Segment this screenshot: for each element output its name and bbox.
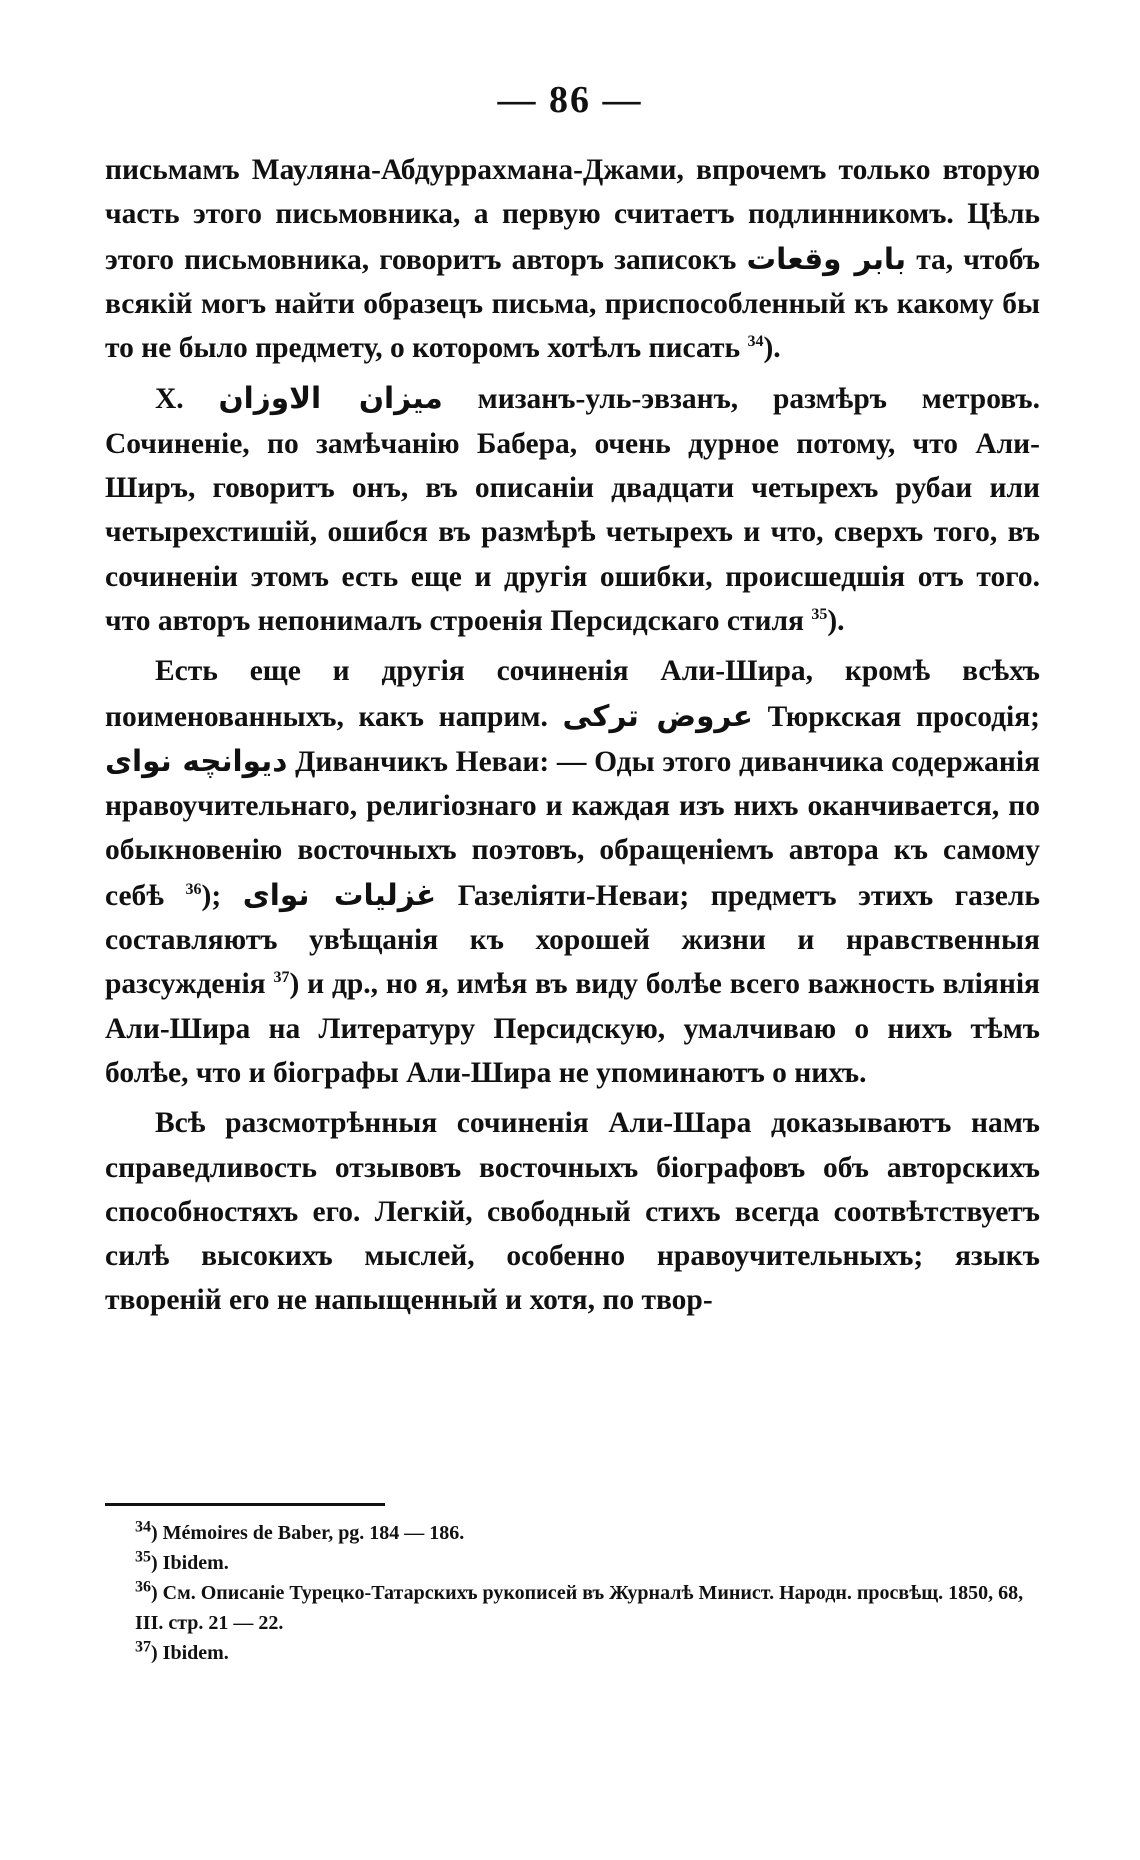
paragraph-4 — [105, 1101, 1040, 1322]
footnote — [135, 1518, 1040, 1548]
footnote-ref: 35 — [811, 606, 828, 624]
arabic-phrase: ديوانچه نواى — [105, 743, 288, 778]
footnote-text: ) Mémoires de Baber, pg. 184 — 186. — [151, 1522, 465, 1544]
paragraph-1 — [105, 148, 1040, 370]
footnote-number: 35 — [135, 1548, 151, 1566]
paragraph-3-text-1: Есть еще и другія сочиненія Али-Шира, кромѣ всѣхъ поименованныхъ, какъ наприм. — [105, 655, 1040, 733]
footnote-number: 36 — [135, 1578, 151, 1596]
paragraph-2 — [105, 376, 1040, 643]
arabic-phrase: ميزان الاوزان — [218, 381, 443, 416]
arabic-phrase: بابر وقعات — [746, 241, 907, 276]
footnote-number: 34 — [135, 1518, 151, 1536]
footnote-text: ) Ibidem. — [151, 1642, 229, 1664]
paragraph-3-text-5: Газеліяти-Неваи; предметъ этихъ газель составляютъ увѣщанія къ хорошей жизни и нравственныя разсужденія — [105, 879, 1040, 1001]
footnote-ref: 37 — [273, 969, 290, 987]
footnote-rule — [105, 1503, 385, 1506]
arabic-phrase: عروض تركى — [562, 698, 753, 733]
footnote — [135, 1548, 1040, 1578]
paragraph-1-text: письмамъ Мауляна-Абдуррахмана-Джами, впрочемъ только вторую часть этого письмовника, а первую считаетъ подлинникомъ. Цѣль этого письмовника, говоритъ авторъ записокъ — [105, 154, 1040, 276]
footnotes — [135, 1518, 1040, 1668]
paragraph-3-text-6: ) и др., но я, имѣя въ виду болѣе всего важность вліянія Али-Шира на Литературу Персидскую, умалчиваю о нихъ тѣмъ болѣе, что и біографы Али-Шира не упоминаютъ о нихъ. — [105, 968, 1040, 1089]
paragraph-3-text-4: ); — [201, 879, 222, 912]
paragraph-3 — [105, 649, 1040, 1095]
paragraph-3-text-2: Тюркская просодія; — [767, 700, 1041, 733]
paragraph-2-end: ). — [827, 604, 845, 637]
body-text — [105, 148, 1040, 1323]
page-number: — 86 — — [497, 79, 643, 121]
paragraph-1-end: ). — [763, 332, 781, 365]
paragraph-4-text: Всѣ разсмотрѣнныя сочиненія Али-Шара доказываютъ намъ справедливость отзывовъ восточныхъ біографовъ объ авторскихъ способностяхъ его. Легкій, свободный стихъ всегда соотвѣтствуетъ силѣ высокихъ мыслей, особенно нравоучительныхъ; языкъ творенiй его не напыщенный и хотя, по твор- — [105, 1107, 1040, 1317]
section-numeral: X. — [155, 383, 184, 416]
footnote-ref: 36 — [185, 880, 202, 898]
footnote — [135, 1638, 1040, 1668]
paragraph-1-text-cont: та, чтобъ всякій могъ найти образецъ письма, приспособленный къ какому бы то не было предмету, о которомъ хотѣлъ писать — [105, 243, 1040, 365]
footnote-ref: 34 — [747, 333, 764, 351]
footnote — [135, 1578, 1040, 1638]
footnote-text: ) Ibidem. — [151, 1552, 229, 1574]
paragraph-3-text-3: Диванчикъ Неваи: — Оды этого диванчика содержанія нравоучительнаго, религіознаго и каждая изъ нихъ оканчивается, по обыкновенію восточныхъ поэтовъ, обращеніемъ автора къ самому себѣ — [105, 745, 1041, 912]
arabic-phrase: غزليات نواى — [242, 877, 437, 912]
paragraph-2-text: мизанъ-уль-эвзанъ, размѣръ метровъ. Сочиненіе, по замѣчанію Бабера, очень дурное потому, что Али-Ширъ, говоритъ онъ, въ описаніи двадцати четырехъ рубаи или четырехстишій, ошибся въ размѣрѣ четырехъ и что, сверхъ того, въ сочиненіи этомъ есть еще и другія ошибки, происшедшія отъ того. что авторъ непонималъ строенія Персидскаго стиля — [105, 383, 1040, 637]
footnote-number: 37 — [135, 1638, 151, 1656]
footnote-text: ) См. Описаніе Турецко-Татарскихъ рукописей въ Журналѣ Минист. Народн. просвѣщ. 1850, 68, III. стр. 21 — 22. — [135, 1582, 1024, 1634]
